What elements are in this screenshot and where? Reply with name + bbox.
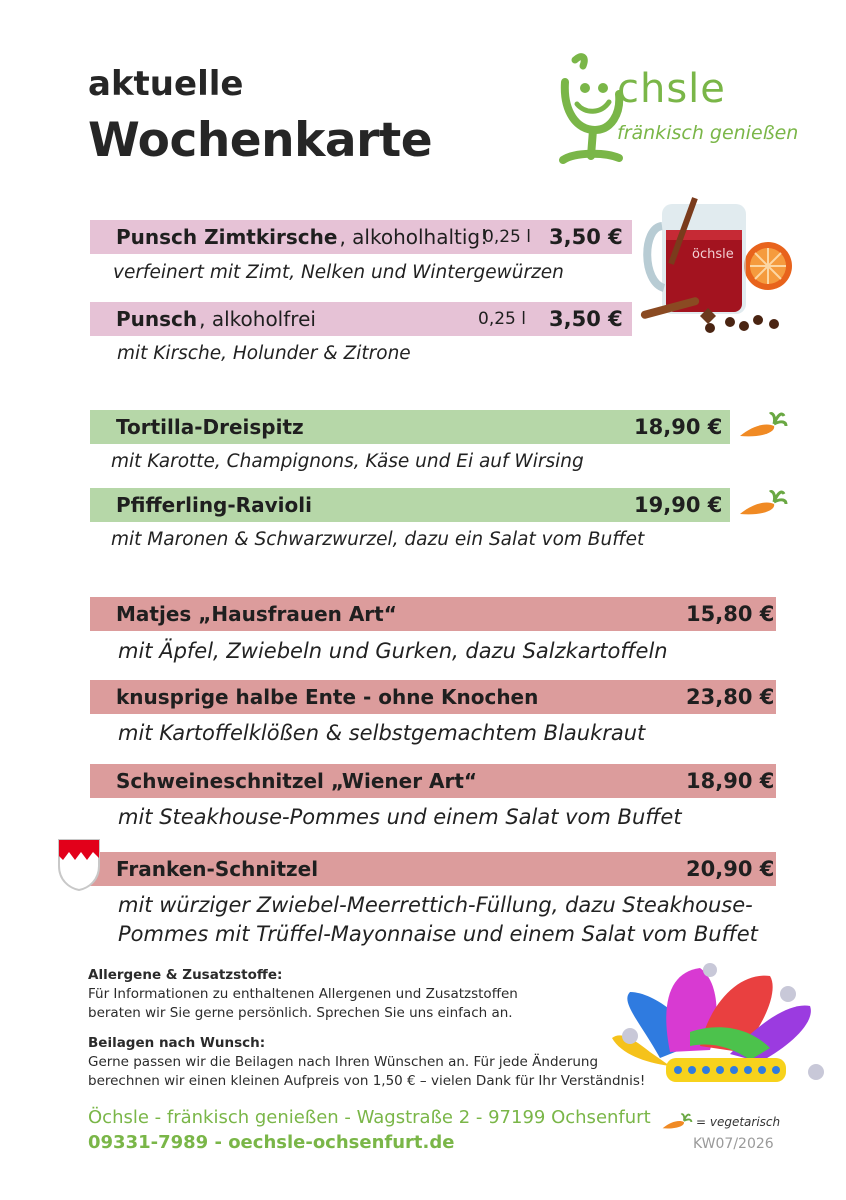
item-name: Punsch Zimtkirsche xyxy=(116,225,338,249)
item-description: mit Kirsche, Holunder & Zitrone xyxy=(117,343,411,364)
item-price: 20,90 € xyxy=(686,857,775,881)
header-subtitle: aktuelle xyxy=(88,64,244,104)
item-description: mit würziger Zwiebel-Meerrettich-Füllung, dazu Steakhouse- xyxy=(118,893,753,917)
mulled-punch-glass-icon xyxy=(640,196,798,338)
footer-address: Öchsle - fränkisch genießen - Wagstraße 2 - 97199 Ochsenfurt xyxy=(88,1107,651,1128)
item-price: 19,90 € xyxy=(634,493,723,517)
sides-title: Beilagen nach Wunsch: xyxy=(88,1035,266,1051)
item-description: mit Karotte, Champignons, Käse und Ei auf Wirsing xyxy=(111,451,584,472)
allergens-title: Allergene & Zusatzstoffe: xyxy=(88,967,283,983)
sides-text-line: Gerne passen wir die Beilagen nach Ihren Wünschen an. Für jede Änderung xyxy=(88,1054,599,1070)
item-name: knusprige halbe Ente - ohne Knochen xyxy=(116,685,539,709)
menu-item-tortilla-dreispitz xyxy=(90,410,730,444)
menu-item-schweineschnitzel xyxy=(90,764,776,798)
allergens-info xyxy=(88,966,518,1023)
sides-info xyxy=(88,1034,645,1091)
menu-item-punsch xyxy=(90,302,632,336)
item-description: verfeinert mit Zimt, Nelken und Wintergewürzen xyxy=(113,262,564,283)
item-name: Franken-Schnitzel xyxy=(116,857,319,881)
brand-logo xyxy=(555,52,805,172)
item-volume: 0,25 l xyxy=(478,309,526,329)
item-description: mit Kartoffelklößen & selbstgemachtem Blaukraut xyxy=(118,721,646,745)
logo-name: chsle xyxy=(617,66,726,112)
item-description: mit Äpfel, Zwiebeln und Gurken, dazu Salzkartoffeln xyxy=(118,639,668,663)
item-name: Schweineschnitzel „Wiener Art“ xyxy=(116,769,478,793)
item-volume: 0,25 l xyxy=(483,227,531,247)
legend-text: = vegetarisch xyxy=(696,1115,781,1129)
item-price: 23,80 € xyxy=(686,685,775,709)
sides-text-line: berechnen wir einen kleinen Aufpreis von 1,50 € – vielen Dank für Ihr Verständnis! xyxy=(88,1073,646,1089)
item-description-continued: Pommes mit Trüffel-Mayonnaise und einem Salat vom Buffet xyxy=(118,922,758,946)
menu-item-punsch-zimtkirsche xyxy=(90,220,632,254)
calendar-week: KW07/2026 xyxy=(693,1136,774,1152)
page-title: Wochenkarte xyxy=(88,113,433,168)
carrot-icon xyxy=(660,1112,694,1132)
vegetarian-legend xyxy=(660,1112,780,1132)
item-note: , alkoholfrei xyxy=(199,307,316,331)
jester-hat-icon xyxy=(610,962,828,1090)
item-name: Punsch xyxy=(116,307,198,331)
item-price: 18,90 € xyxy=(634,415,723,439)
item-name: Matjes „Hausfrauen Art“ xyxy=(116,602,397,626)
footer-contact[interactable]: 09331-7989 - oechsle-ochsenfurt.de xyxy=(88,1132,455,1153)
svg-text:öchsle: öchsle xyxy=(692,247,734,262)
carrot-icon xyxy=(738,410,788,442)
item-price: 3,50 € xyxy=(549,307,623,331)
menu-item-ente xyxy=(90,680,776,714)
franconian-rake-flag-icon xyxy=(55,836,103,892)
item-name: Pfifferling-Ravioli xyxy=(116,493,312,517)
allergens-text-line: Für Informationen zu enthaltenen Allergenen und Zusatzstoffen xyxy=(88,986,518,1002)
item-description: mit Maronen & Schwarzwurzel, dazu ein Salat vom Buffet xyxy=(111,529,645,550)
item-name: Tortilla-Dreispitz xyxy=(116,415,304,439)
menu-item-franken-schnitzel xyxy=(90,852,776,886)
menu-item-matjes xyxy=(90,597,776,631)
menu-item-pfifferling-ravioli xyxy=(90,488,730,522)
logo-tagline: fränkisch genießen xyxy=(617,122,799,144)
item-price: 3,50 € xyxy=(549,225,623,249)
carrot-icon xyxy=(738,488,788,520)
item-price: 18,90 € xyxy=(686,769,775,793)
wine-glass-smile-icon xyxy=(555,52,625,170)
allergens-text-line: beraten wir Sie gerne persönlich. Sprechen Sie uns einfach an. xyxy=(88,1005,513,1021)
item-description: mit Steakhouse-Pommes und einem Salat vom Buffet xyxy=(118,805,682,829)
item-price: 15,80 € xyxy=(686,602,775,626)
item-note: , alkoholhaltig! xyxy=(339,225,489,249)
